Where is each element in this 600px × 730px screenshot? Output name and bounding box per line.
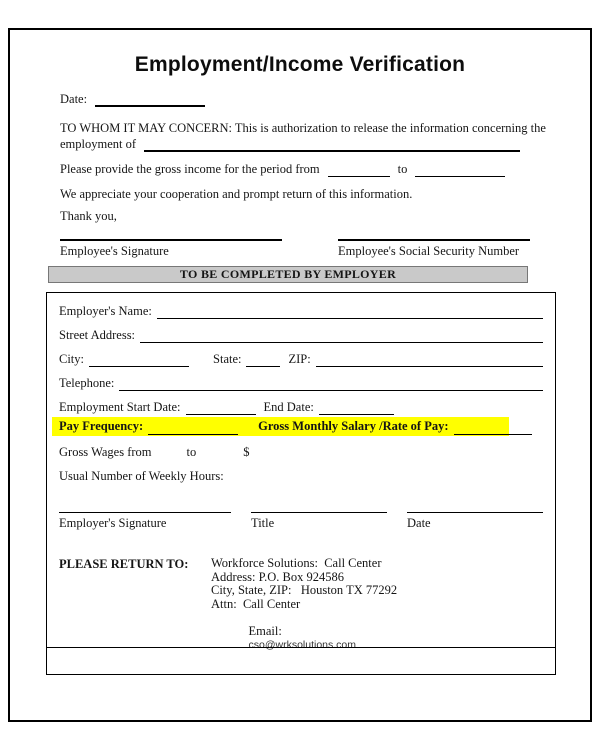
period-to-field[interactable]	[415, 165, 505, 177]
concern-line2	[60, 136, 520, 152]
title-label: Title	[251, 516, 275, 530]
employer-banner	[48, 266, 528, 283]
employee-signature-row	[60, 239, 530, 259]
city-state-zip-row	[59, 351, 543, 367]
date-label: Date:	[60, 92, 88, 106]
employer-name-field[interactable]	[157, 307, 543, 319]
return-to-label: PLEASE RETURN TO:	[59, 557, 189, 571]
street-address-label: Street Address:	[59, 328, 136, 342]
state-label: State:	[213, 352, 242, 366]
return-email-label: Email:	[248, 623, 282, 638]
date-field[interactable]	[95, 95, 205, 107]
signature-date-field[interactable]	[407, 512, 543, 531]
weekly-hours-label: Usual Number of Weekly Hours:	[59, 469, 224, 483]
return-org: Workforce Solutions: Call Center	[211, 556, 382, 570]
pay-frequency-label: Pay Frequency:	[59, 419, 144, 433]
telephone-label: Telephone:	[59, 376, 115, 390]
employment-dates-row	[59, 399, 543, 415]
employment-of-label: employment of	[60, 137, 137, 151]
employee-signature-field[interactable]	[60, 239, 282, 259]
end-date-label: End Date:	[263, 400, 314, 414]
period-to-label: to	[397, 162, 408, 176]
street-address-field[interactable]	[140, 331, 543, 343]
gross-wages-label: Gross Wages from	[59, 445, 152, 459]
thank-you-row	[60, 208, 545, 224]
period-label: Please provide the gross income for the period from	[60, 162, 320, 176]
employer-banner-text: TO BE COMPLETED BY EMPLOYER	[179, 267, 397, 281]
state-field[interactable]	[246, 355, 280, 367]
currency-symbol: $	[243, 445, 250, 459]
date-row	[60, 91, 545, 107]
gross-monthly-field[interactable]	[454, 423, 532, 435]
return-address: Address: P.O. Box 924586	[211, 569, 344, 584]
return-email-value: cso@wrksolutions.com	[248, 639, 357, 651]
employee-ssn-field[interactable]	[338, 239, 530, 259]
start-date-label: Employment Start Date:	[59, 400, 181, 414]
gross-monthly-label: Gross Monthly Salary /Rate of Pay:	[258, 419, 449, 433]
employee-signature-label: Employee's Signature	[60, 244, 169, 258]
end-date-field[interactable]	[319, 403, 394, 415]
title-field[interactable]	[251, 512, 387, 531]
gross-wages-to-label: to	[186, 445, 197, 459]
employer-signature-row	[59, 512, 543, 531]
telephone-field[interactable]	[119, 379, 543, 391]
start-date-field[interactable]	[186, 403, 256, 415]
city-field[interactable]	[89, 355, 189, 367]
appreciation-row	[60, 186, 545, 202]
page-border-frame	[8, 28, 592, 722]
employer-signature-label: Employer's Signature	[59, 516, 167, 530]
period-row	[60, 161, 545, 177]
concern-line1	[60, 120, 545, 136]
employer-name-row	[59, 303, 543, 319]
employer-signature-field[interactable]	[59, 512, 231, 531]
concern-text: TO WHOM IT MAY CONCERN: This is authorization to release the information concerning the	[60, 121, 546, 135]
employer-box	[46, 292, 556, 675]
zip-label: ZIP:	[288, 352, 311, 366]
street-address-row	[59, 327, 543, 343]
employee-ssn-label: Employee's Social Security Number	[338, 244, 520, 258]
gross-wages-row	[59, 444, 543, 460]
period-from-field[interactable]	[328, 165, 390, 177]
employment-of-field[interactable]	[144, 140, 520, 152]
telephone-row	[59, 375, 543, 391]
return-city-state-zip: City, State, ZIP: Houston TX 77292	[211, 583, 398, 597]
return-attn: Attn: Call Center	[211, 596, 301, 611]
bottom-empty-strip	[47, 647, 555, 674]
employer-name-label: Employer's Name:	[59, 304, 152, 318]
pay-frequency-row	[52, 417, 509, 436]
signature-date-label: Date	[407, 516, 431, 530]
thank-you-text: Thank you,	[60, 209, 117, 223]
appreciation-text: We appreciate your cooperation and prompt return of this information.	[60, 187, 413, 201]
weekly-hours-row	[59, 468, 543, 484]
city-label: City:	[59, 352, 85, 366]
page-title: Employment/Income Verification	[134, 53, 466, 76]
zip-field[interactable]	[316, 355, 543, 367]
pay-frequency-field[interactable]	[148, 423, 238, 435]
